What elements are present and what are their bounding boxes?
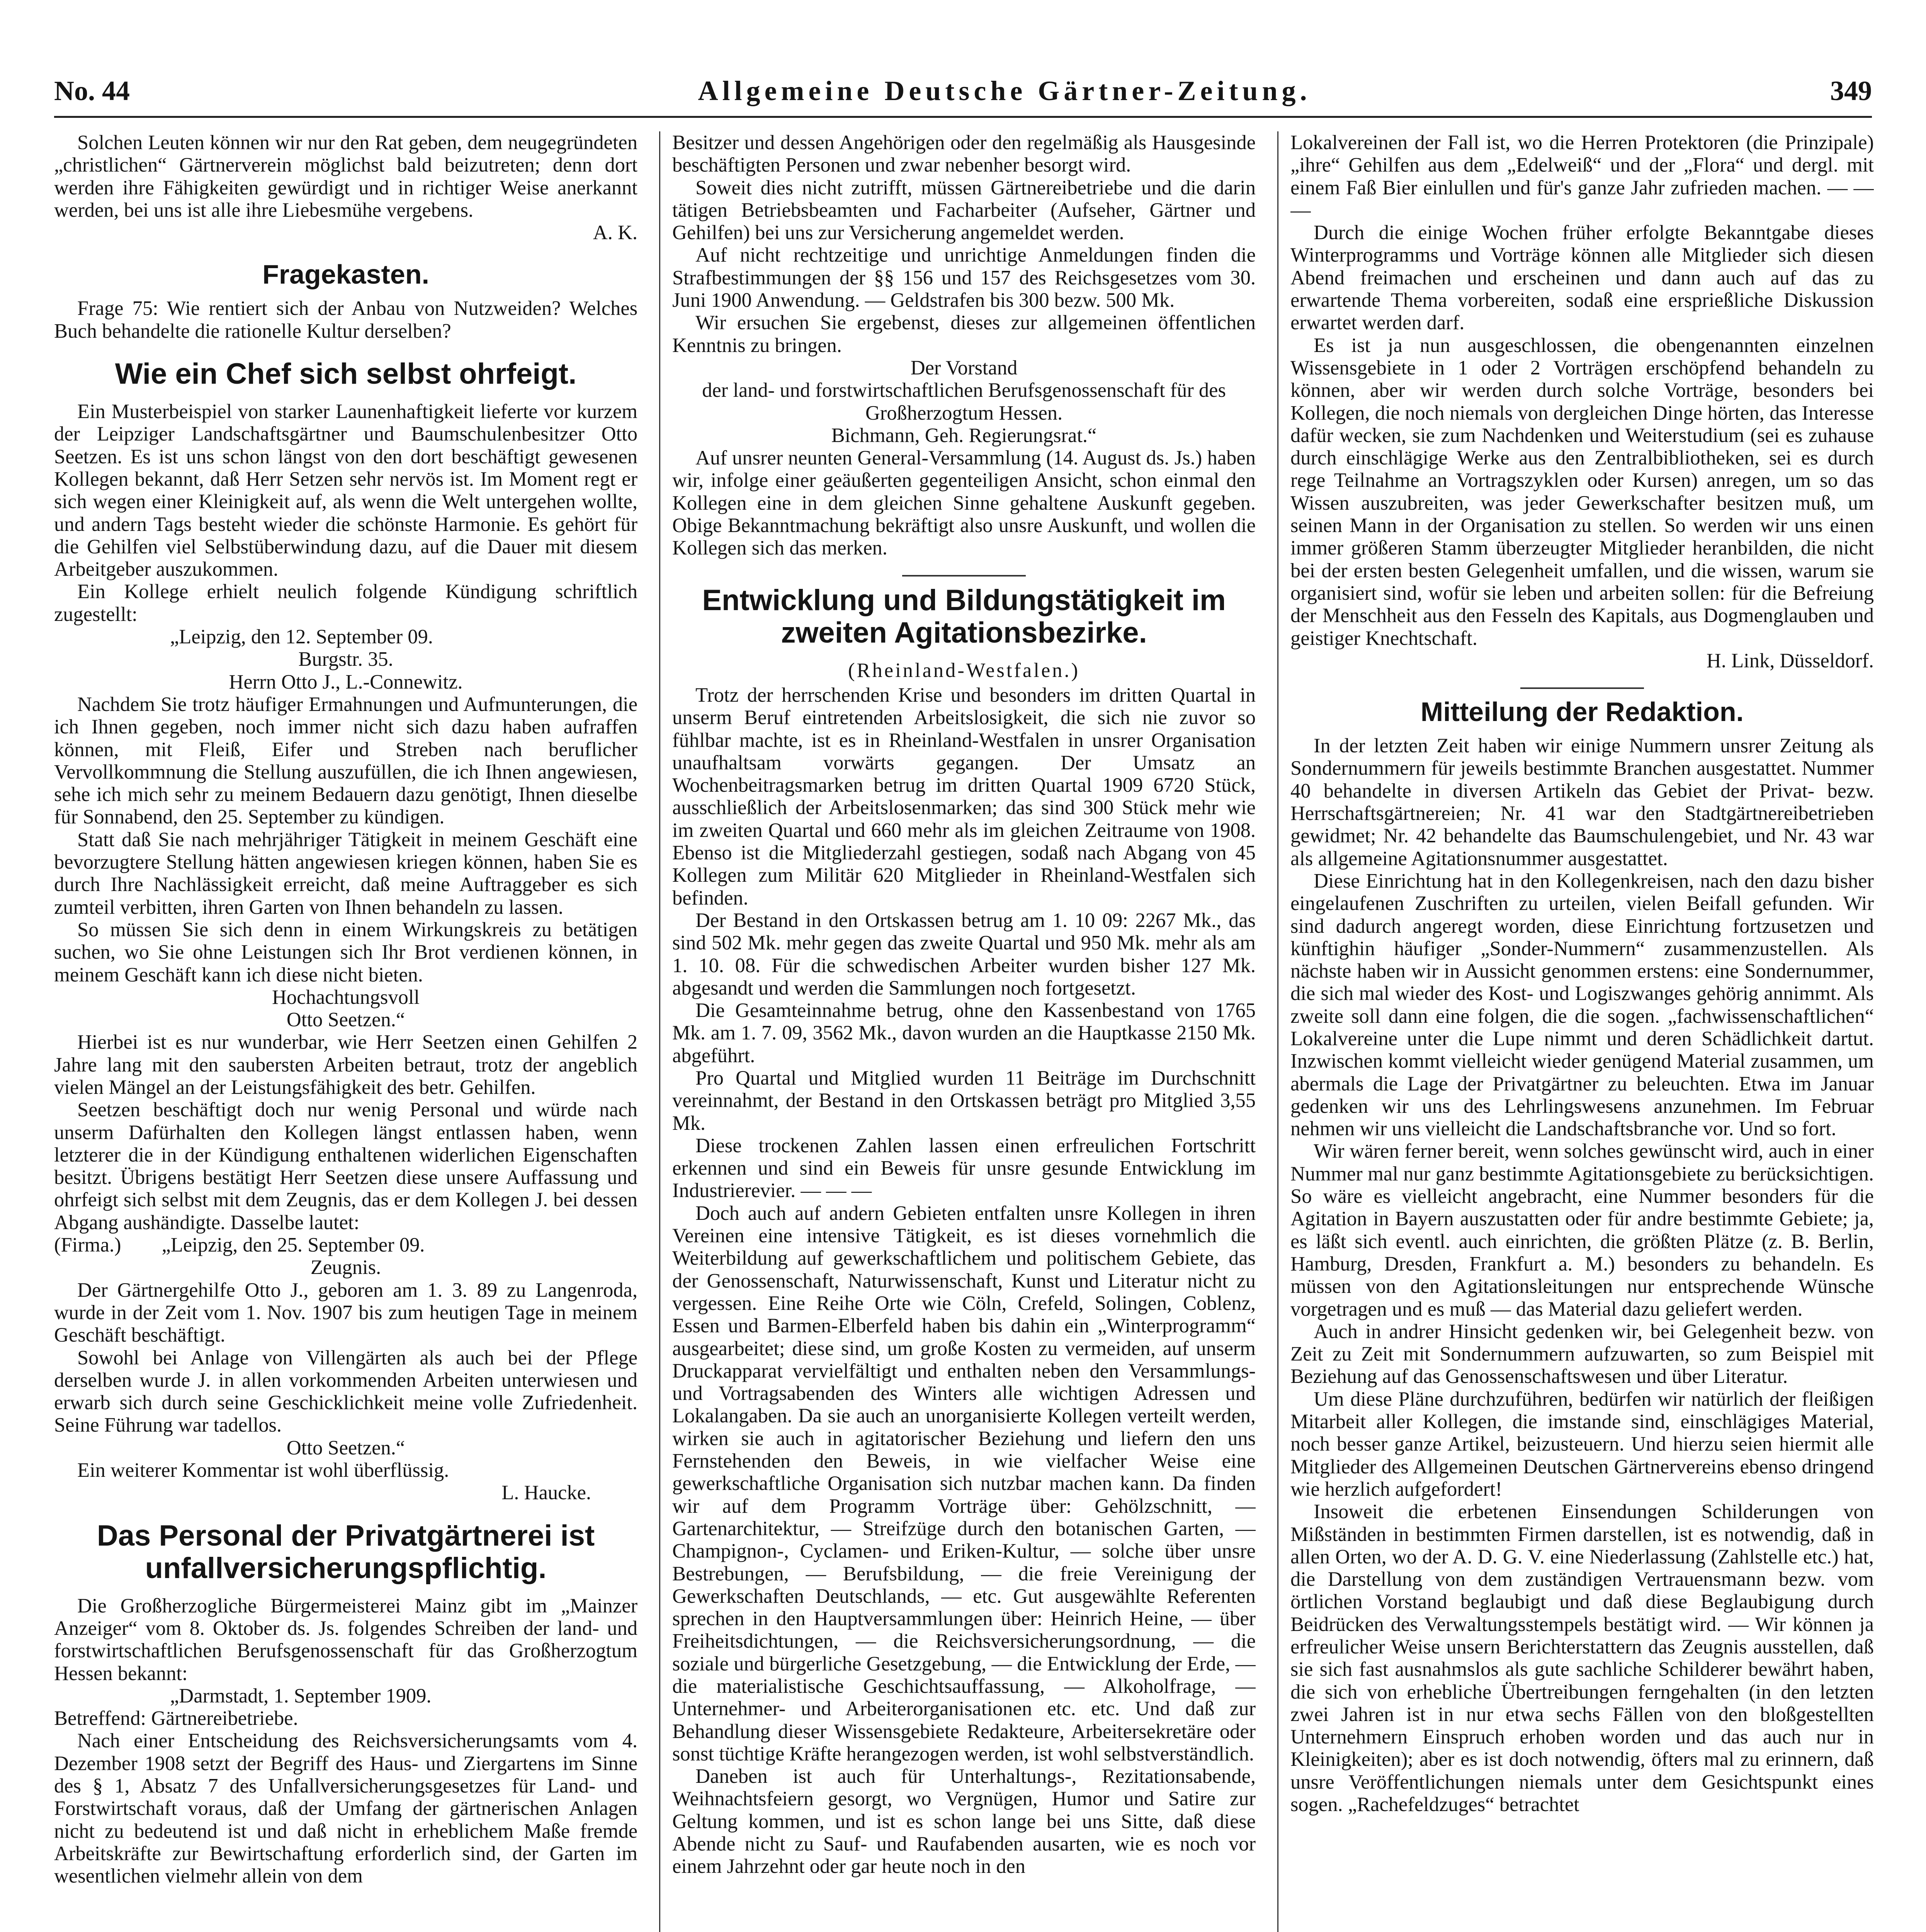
zeugnis-paragraph: Der Gärtnergehilfe Otto J., geboren am 1. 3. 89 zu Langenroda, wurde in der Zeit vom 1. Nov. 1907 bis zum heutigen Tage in meinem Geschäft beschäftigt. bbox=[54, 1279, 637, 1347]
article-paragraph: Der Bestand in den Ortskassen betrug am 1. 10 09: 2267 Mk., das sind 502 Mk. mehr gegen das zweite Quartal und 950 Mk. mehr als am 1. 10. 08. Für die schwedischen Arbeiter wurden bisher 127 Mk. abgesandt und werden die Sammlungen noch fortgesetzt. bbox=[672, 909, 1256, 999]
section-divider bbox=[902, 575, 1026, 577]
article-paragraph: Ein Kollege erhielt neulich folgende Kündigung schriftlich zugestellt: bbox=[54, 580, 637, 626]
article-paragraph: Besitzer und dessen Angehörigen oder den regelmäßig als Hausgesinde beschäftigten Personen und zwar nebenher besorgt wird. bbox=[672, 131, 1256, 177]
document-subject: Betreffend: Gärtnereibetriebe. bbox=[54, 1707, 298, 1730]
article-paragraph: In der letzten Zeit haben wir einige Nummern unsrer Zeitung als Sondernummern für jeweils bestimmte Branchen ausgestattet. Nummer 40 behandelte in diversen Artikeln das Gebiet der Privat- bezw. Herrschaftsgärtnereien; Nr. 41 war den Stadtgärtnereibetrieben gewidmet; Nr. 42 behandelte das Baumschulengebiet, und Nr. 43 war als allgemeine Agitationsnummer ausgestattet. bbox=[1290, 735, 1874, 870]
article-paragraph: Auch in andrer Hinsicht gedenken wir, bei Gelegenheit bezw. von Zeit zu Zeit mit Sondernummern aufzuwarten, so zum Beispiel mit Beziehung auf das Genossenschaftswesen und über Literatur. bbox=[1290, 1320, 1874, 1388]
zeugnis-heading-line: (Firma.) „Leipzig, den 25. September 09. bbox=[54, 1234, 425, 1257]
article-paragraph: Diese trockenen Zahlen lassen einen erfreulichen Fortschritt erkennen und sind ein Beweis für unsre gesunde Entwicklung im Industrierevier. — — — bbox=[672, 1134, 1256, 1202]
letter-paragraph: Statt daß Sie nach mehrjähriger Tätigkeit in meinem Geschäft eine bevorzugtere Stellung hätten angewiesen kriegen können, haben Sie es durch Ihre Nachlässigkeit erreicht, daß meine Auftraggeber es sich zumteil verbitten, ihren Garten von Ihnen behandeln zu lassen. bbox=[54, 828, 637, 918]
article-paragraph: Durch die einige Wochen früher erfolgte Bekanntgabe dieses Winterprogramms und Vorträge können alle Mitglieder sich diesen Abend freimachen und erscheinen und dann auch auf das zu erwartende Thema vorbereiten, sodaß eine ersprießliche Diskussion erwartet werden darf. bbox=[1290, 221, 1874, 334]
article-paragraph: Daneben ist auch für Unterhaltungs-, Rezitationsabende, Weihnachtsfeiern gesorgt, wo Vergnügen, Humor und Satire zur Geltung kommen, und ist es schon lange bei uns Sitte, daß diese Abende nicht zu Sauf- und Raufabenden ausarten, wie es noch vor einem Jahrzehnt oder gar heute noch in den bbox=[672, 1765, 1256, 1878]
article-paragraph: Ein Musterbeispiel von starker Launenhaftigkeit lieferte vor kurzem der Leipziger Landschaftsgärtner und Baumschulenbesitzer Otto Seetzen. Es ist uns schon längst von den dort beschäftigt gewesenen Kollegen bekannt, daß Herr Setzen sehr nervös ist. Im Moment regt er sich wegen einer Kleinigkeit auf, als wenn die Welt untergehen wollte, und andern Tags besteht wieder die schönste Harmonie. Es gehört für die Gehilfen viel Selbstüberwindung dazu, auf die Dauer mit diesem Arbeitgeber auszukommen. bbox=[54, 400, 637, 581]
mitteilung-heading: Mitteilung der Redaktion. bbox=[1420, 697, 1744, 727]
section-divider bbox=[1520, 687, 1644, 689]
letter-signature: Otto Seetzen.“ bbox=[286, 1009, 405, 1031]
column-divider bbox=[1277, 131, 1278, 1932]
header-rule bbox=[54, 116, 1872, 118]
board-label: Der Vorstand bbox=[910, 356, 1018, 379]
zeugnis-title: Zeugnis. bbox=[310, 1256, 381, 1279]
letter-street: Burgstr. 35. bbox=[298, 648, 393, 671]
document-date: „Darmstadt, 1. September 1909. bbox=[170, 1684, 432, 1707]
entwicklung-article-heading: Entwicklung und Bildungstätigkeit im zweiten Agitationsbezirke. bbox=[702, 583, 1226, 649]
article-paragraph: Pro Quartal und Mitglied wurden 11 Beiträge im Durchschnitt vereinnahmt, der Bestand in den Ortskassen beträgt pro Mitglied 3,55 Mk. bbox=[672, 1066, 1256, 1134]
column-divider bbox=[659, 131, 660, 1932]
article-paragraph: Wir wären ferner bereit, wenn solches gewünscht wird, auch in einer Nummer mal nur ganz bestimmte Agitationsgebiete zu berücksichtigen. So wäre es vielleicht angebracht, eine Nummer besonders für die Agitation in Bayern auszustatten oder für andre bestimmte Gebiete; ja, es läßt sich eventl. auch einrichten, die größten Plätze (z. B. Berlin, Hamburg, Dresden, Frankfurt a. M.) besonders zu behandeln. Es müssen von den Agitationsleitungen nur entsprechende Wünsche vorgetragen und es muß — das Material dazu geliefert werden. bbox=[1290, 1140, 1874, 1320]
chef-article-heading: Wie ein Chef sich selbst ohrfeigt. bbox=[115, 357, 577, 391]
article-paragraph: Auf nicht rechtzeitige und unrichtige Anmeldungen finden die Strafbestimmungen der §§ 156 und 157 des Reichsgesetzes vom 30. Juni 1900 Anwendung. — Geldstrafen bis 300 bezw. 500 Mk. bbox=[672, 244, 1256, 312]
article-paragraph: Ein weiterer Kommentar ist wohl überflüssig. bbox=[77, 1459, 449, 1482]
letter-date: „Leipzig, den 12. September 09. bbox=[170, 626, 433, 648]
article-paragraph: Auf unsrer neunten General-Versammlung (14. August ds. Js.) haben wir, infolge einer geäußerten gegenteiligen Ansicht, schon einmal den Kollegen eine in dem gleichen Sinne gehaltene Auskunft gegeben. Obige Bekanntmachung bekräftigt also unsre Auskunft, und wollen die Kollegen sich das merken. bbox=[672, 447, 1256, 560]
article-paragraph: Die Gesamteinnahme betrug, ohne den Kassenbestand von 1765 Mk. am 1. 7. 09, 3562 Mk., davon wurden an die Hauptkasse 2150 Mk. abgeführt. bbox=[672, 999, 1256, 1067]
article-paragraph: Wir ersuchen Sie ergebenst, dieses zur allgemeinen öffentlichen Kenntnis zu bringen. bbox=[672, 311, 1256, 357]
issue-number: No. 44 bbox=[54, 75, 130, 106]
article-paragraph: Die Großherzogliche Bürgermeisterei Mainz gibt im „Mainzer Anzeiger“ vom 8. Oktober ds. Js. folgendes Schreiben der land- und forstwirtschaftlichen Berufsgenossenschaft für das Großherzogtum Hessen bekannt: bbox=[54, 1594, 637, 1685]
letter-addressee: Herrn Otto J., L.-Connewitz. bbox=[229, 670, 463, 693]
zeugnis-paragraph: Sowohl bei Anlage von Villengärten als auch bei der Pflege derselben wurde J. in allen vorkommenden Arbeiten unterwiesen und erwarb sich durch seine Geschicklichkeit meine volle Zufriedenheit. Seine Führung war tadellos. bbox=[54, 1346, 637, 1437]
article-signature: L. Haucke. bbox=[501, 1481, 591, 1504]
board-signature: Bichmann, Geh. Regierungsrat.“ bbox=[831, 424, 1097, 447]
article-paragraph: Doch auch auf andern Gebieten entfalten unsre Kollegen in ihren Vereinen eine intensive Tätigkeit, es ist dieses vornehmlich die Weiterbildung auf gewerkschaftlichem und politischem Gebiete, das der Genossenschaft, Naturwissenschaft, Kunst und Literatur nicht zu vergessen. Eine Reihe Orte wie Cöln, Crefeld, Solingen, Coblenz, Essen und Barmen-Elberfeld haben bis dahin ein „Winterprogramm“ ausgearbeitet; diese sind, um große Kosten zu vermeiden, auf unserm Druckapparat vervielfältigt und enthalten neben den Versammlungs- und Vortragsabenden des Winters alle wichtigen Adressen und Lokalangaben. Da sie auch an unorganisierte Kollegen verteilt werden, wirken sie auch in agitatorischer Beziehung und liefern den uns Fernstehenden den Beweis, in wie vielfacher Weise eine gewerkschaftliche Organisation sich nutzbar machen kann. Da finden wir auf dem Programm Vorträge über: Gehölzschnitt, — Gartenarchitektur, — Streifzüge durch den botanischen Garten, — Champignon-, Cyclamen- und Eriken-Kultur, — solche über unsre Bestrebungen, — Berufsbildung, — die freie Vereinigung der Gewerkschaften Deutschlands, — etc. Gut ausgewählte Referenten sprechen in den Hauptversammlungen über: Heinrich Heine, — über Freiheitsdichtungen, — die Reichsversicherungsordnung, — die soziale und bürgerliche Gesetzgebung, — die Entwicklung der Erde, — die materialistische Geschichtsauffassung, — Alkoholfrage, — Unternehmer- und Arbeiterorganisationen etc. etc. Und daß zur Behandlung dieser Wissensgebiete Redakteure, Arbeitersekretäre oder sonst tüchtige Kräfte herangezogen werden, ist wohl selbstverständlich. bbox=[672, 1202, 1256, 1765]
article-paragraph: Um diese Pläne durchzuführen, bedürfen wir natürlich der fleißigen Mitarbeit aller Kollegen, die imstande sind, einschlägiges Material, noch besser ganze Artikel, beizusteuern. Und hierzu seien hiermit alle Mitglieder des Allgemeinen Deutschen Gärtnervereins ebenso dringend wie herzlich aufgefordert! bbox=[1290, 1388, 1874, 1500]
article-paragraph: Diese Einrichtung hat in den Kollegenkreisen, nach den dazu bisher eingelaufenen Zuschriften zu urteilen, vielen Beifall gefunden. Wir sind dadurch angeregt worden, diese Einrichtung fortzusetzen und künftighin häufiger „Sonder-Nummern“ zusammenzustellen. Als nächste haben wir in Aussicht genommen erstens: eine Sondernummer, die sich mal wieder des Kost- und Logiszwanges gehörig annimmt. Als zweite soll dann eine folgen, die die sogen. „fachwissenschaftlichen“ Lokalvereine unter die Lupe nimmt und deren Schädlichkeit dartut. Inzwischen kommt vielleicht wieder genügend Material zusammen, um abermals die Lage der Privatgärtner zu beleuchten. Etwa im Januar gedenken wir uns des Lehrlingswesens anzunehmen. Im Februar nehmen wir uns vielleicht die Landschaftsbranche vor. Und so fort. bbox=[1290, 869, 1874, 1140]
intro-paragraph: Solchen Leuten können wir nur den Rat geben, dem neugegründeten „christlichen“ Gärtnerverein möglichst bald beizutreten; denn dort werden ihre Fähigkeiten gewürdigt und in richtiger Weise anerkannt werden, bei uns ist alle ihre Liebesmühe vergebens. bbox=[54, 131, 637, 221]
newspaper-title: Allgemeine Deutsche Gärtner-Zeitung. bbox=[698, 75, 1311, 106]
personal-article-heading: Das Personal der Privatgärtnerei ist unfallversicherungspflichtig. bbox=[97, 1519, 595, 1585]
article-paragraph: Hierbei ist es nur wunderbar, wie Herr Seetzen einen Gehilfen 2 Jahre lang mit den saubersten Arbeiten betraut, trotz der angeblich vielen Mängel an der Leistungsfähigkeit des betr. Gehilfen. bbox=[54, 1031, 637, 1099]
fragekasten-heading: Fragekasten. bbox=[262, 259, 429, 290]
column-2 bbox=[672, 131, 1256, 1932]
article-signature: H. Link, Düsseldorf. bbox=[1706, 649, 1874, 672]
article-paragraph: Nach einer Entscheidung des Reichsversicherungsamts vom 4. Dezember 1908 setzt der Begriff des Haus- und Ziergartens im Sinne des § 1, Absatz 7 des Unfallversicherungsgesetzes für Land- und Forstwirtschaft voraus, daß der Umfang der gärtnerischen Anlagen nicht zu bedeutend ist und daß nicht in erheblichem Maße fremde Arbeitskräfte zur Bewirtschaftung erforderlich sind, der Garten im wesentlichen vielmehr allein von dem bbox=[54, 1730, 637, 1888]
intro-signature: A. K. bbox=[593, 221, 637, 244]
article-paragraph: Trotz der herrschenden Krise und besonders im dritten Quartal in unserm Beruf eintretenden Arbeitslosigkeit, die sich nie zuvor so fühlbar machte, ist es in Rheinland-Westfalen in unsrer Organisation unaufhaltsam vorwärts gegangen. Der Umsatz an Wochenbeitragsmarken betrug im dritten Quartal 1909 6720 Stück, ausschließlich der Arbeitslosenmarken; das sind 300 Stück mehr wie im zweiten Quartal und 660 mehr als im gleichen Zeitraume von 1908. Ebenso ist die Mitgliederzahl gestiegen, sodaß nach Abgang von 45 Kollegen zum Militär 620 Mitglieder in Rheinland-Westfalen sich befinden. bbox=[672, 684, 1256, 909]
article-paragraph: Insoweit die erbetenen Einsendungen Schilderungen von Mißständen in bestimmten Firmen darstellen, ist es notwendig, daß in allen Orten, wo der A. D. G. V. eine Niederlassung (Zahlstelle etc.) hat, die Darstellung von dem zuständigen Vertrauensmann bezw. vom örtlichen Vorstand beglaubigt und daß diese Beglaubigung durch Beidrücken des Verwaltungsstempels bestätigt wird. — Wir können ja erfreulicher Weise unsern Berichterstattern das Zeugnis ausstellen, daß sie sich fast ausnahmslos als gute sachliche Schilderer bewährt haben, die sich von erhebliche Übertreibungen ferngehalten (in den letzten zwei Jahren ist in nur etwa sechs Fällen von den bloßgestellten Unternehmern Einspruch erhoben worden und das auch nur in Kleinigkeiten); aber es ist doch notwendig, öfters mal zu erinnern, daß unsre Veröffentlichungen niemals unter dem Gesichtspunkt eines sogen. „Rachefeldzuges“ betrachtet bbox=[1290, 1500, 1874, 1816]
zeugnis-signature: Otto Seetzen.“ bbox=[286, 1436, 405, 1459]
article-paragraph: Es ist ja nun ausgeschlossen, die obengenannten einzelnen Wissensgebiete in 1 oder 2 Vorträgen erschöpfend behandeln zu können, aber wir werden durch solche Vorträge, besonders bei Kollegen, die noch niemals von dergleichen Dinge hörten, das Interesse dafür wecken, sie zum Nachdenken und Weiterstudium (sei es zuhause durch einschlägige Werke aus den Zentralbibliotheken, sei es durch rege Teilnahme an Vortragszyklen oder Kursen) anregen, um so das Wissen auszubreiten, was jeder Gewerkschafter besitzen muß, um seinen Mann in der Organisation zu stellen. So werden wir uns einen immer größeren Stamm überzeugter Mitglieder heranbilden, die nicht bei der ersten besten Gelegenheit umfallen, und die wissen, warum sie organisiert sind, wofür sie leben und arbeiten sollen: für die Befreiung der Menschheit aus den Fesseln des Kapitals, aus Dogmenglauben und geistiger Knechtschaft. bbox=[1290, 334, 1874, 650]
board-organization: der land- und forstwirtschaftlichen Berufsgenossenschaft für des Großherzogtum Hessen. bbox=[702, 379, 1226, 424]
column-1 bbox=[54, 131, 637, 1932]
article-subtitle: (Rheinland-Westfalen.) bbox=[848, 659, 1080, 682]
letter-paragraph: So müssen Sie sich denn in einem Wirkungskreis zu betätigen suchen, wo Sie ohne Leistungen sich Ihr Brot verdienen können, in meinem Geschäft kann ich diese nicht bieten. bbox=[54, 918, 637, 986]
column-3 bbox=[1290, 131, 1874, 1932]
letter-paragraph: Nachdem Sie trotz häufiger Ermahnungen und Aufmunterungen, die ich Ihnen gegeben, noch immer nicht sich dazu haben aufraffen können, mit Fleiß, Eifer und Streben nach beruflicher Vervollkommnung die Stellung auszufüllen, die ich Ihnen angewiesen, sehe ich mich sehr zu meinem Bedauern dazu genötigt, Ihnen dieselbe für Sonnabend, den 25. September zu kündigen. bbox=[54, 693, 637, 828]
article-paragraph: Soweit dies nicht zutrifft, müssen Gärtnereibetriebe und die darin tätigen Betriebsbeamten und Facharbeiter (Aufseher, Gärtner und Gehilfen) bei uns zur Versicherung angemeldet werden. bbox=[672, 176, 1256, 244]
article-paragraph: Lokalvereinen der Fall ist, wo die Herren Protektoren (die Prinzipale) „ihre“ Gehilfen aus dem „Edelweiß“ und der „Flora“ und dergl. mit einem Faß Bier einlullen und für's ganze Jahr zufrieden machen. — — — bbox=[1290, 131, 1874, 221]
frage-paragraph: Frage 75: Wie rentiert sich der Anbau von Nutzweiden? Welches Buch behandelte die rationelle Kultur derselben? bbox=[54, 297, 637, 342]
letter-closing: Hochachtungsvoll bbox=[272, 986, 420, 1009]
article-paragraph: Seetzen beschäftigt doch nur wenig Personal und würde nach unserm Dafürhalten den Kollegen längst entlassen haben, wenn letzterer die in der Kündigung enthaltenen widerlichen Eigenschaften besitzt. Übrigens bestätigt Herr Seetzen diese unsere Auffassung und ohrfeigt sich selbst mit dem Zeugnis, das er dem Kollegen J. bei dessen Abgang aushändigte. Dasselbe lautet: bbox=[54, 1099, 637, 1234]
page-number: 349 bbox=[1830, 75, 1872, 106]
